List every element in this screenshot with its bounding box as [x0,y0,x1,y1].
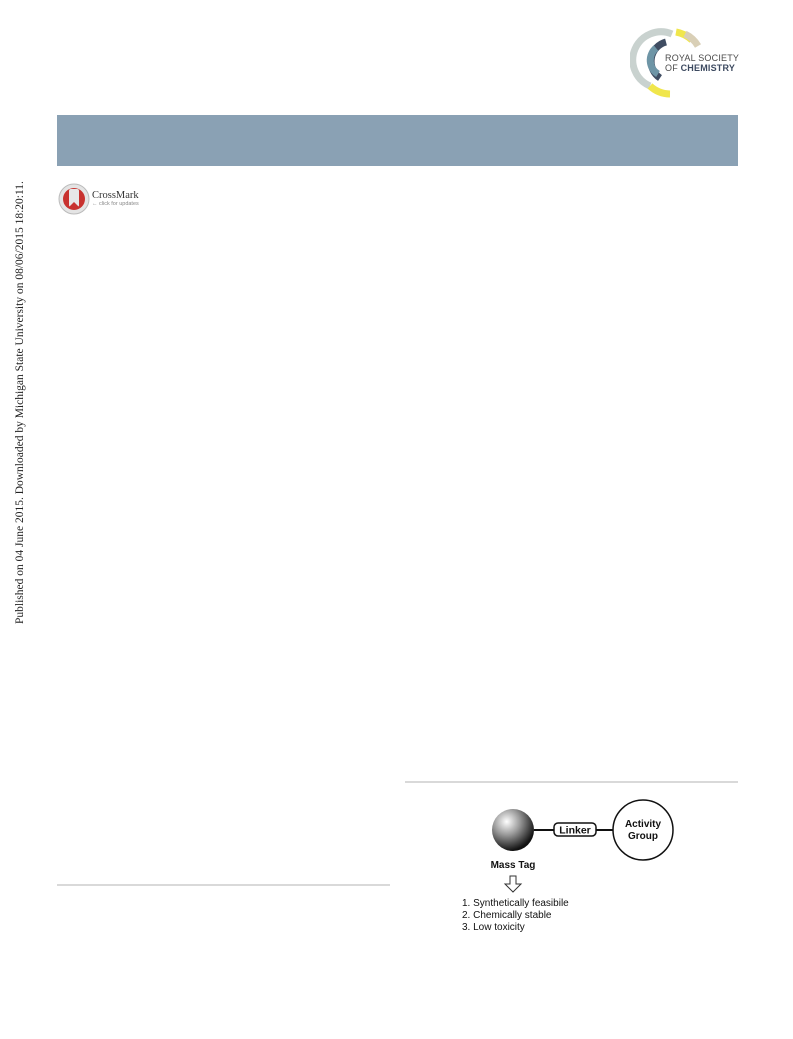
rsc-logo-text [665,53,739,73]
activity-label-2: Group [628,831,658,842]
logo-line2-bold: CHEMISTRY [680,63,736,73]
crossmark-subtitle[interactable]: ← click for updates [92,201,139,207]
mass-tag-figure [450,795,710,945]
column-divider-left [57,884,390,886]
property-2: 2. Chemically stable [462,910,552,921]
header-banner [57,115,738,166]
logo-line1: ROYAL SOCIETY [665,53,740,63]
mass-tag-label: Mass Tag [490,860,536,871]
property-3: 3. Low toxicity [462,922,525,933]
property-1: 1. Synthetically feasibile [462,898,569,909]
crossmark-title[interactable]: CrossMark [92,190,139,201]
mass-tag-sphere [492,809,534,851]
activity-label-1: Activity [624,819,662,830]
logo-line2-prefix: OF [665,63,678,73]
activity-group-circle [613,800,673,860]
linker-label: Linker [559,824,591,837]
down-arrow-icon [505,876,521,892]
column-divider-right [405,781,738,783]
publication-note: Published on 04 June 2015. Downloaded by Michigan State University on 08/06/2015 18:20:11. [14,181,26,624]
